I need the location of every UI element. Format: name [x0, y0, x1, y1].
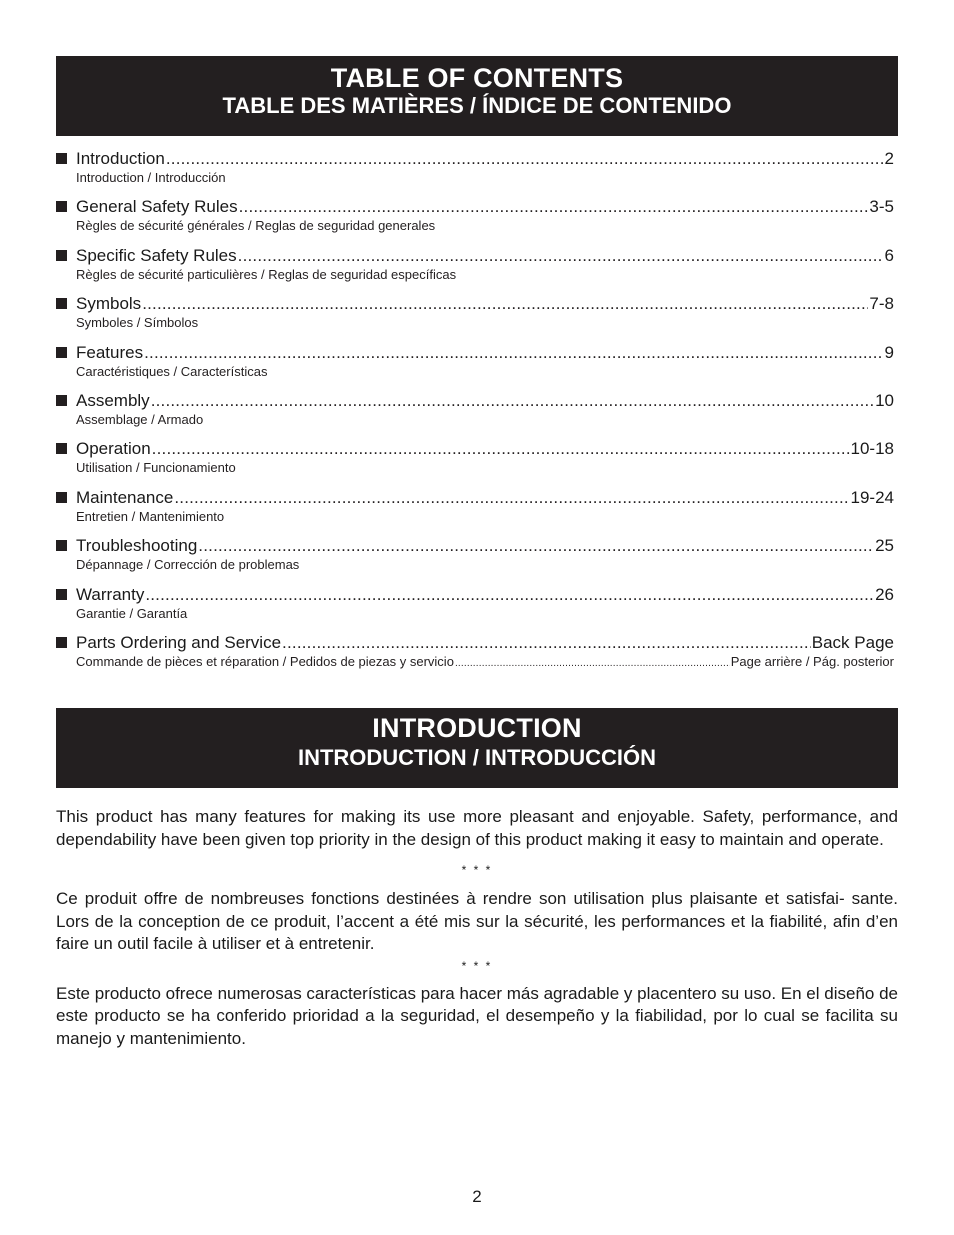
square-bullet-icon: [56, 347, 67, 358]
toc-item-label: Specific Safety Rules: [76, 245, 237, 265]
toc-item-page: 3-5: [869, 197, 894, 217]
toc-item-label: Parts Ordering and Service: [76, 632, 282, 652]
introduction-subtitle: INTRODUCTION / INTRODUCCIÓN: [297, 745, 657, 770]
dot-leader: [282, 632, 811, 654]
toc-item-translation: Dépannage / Corrección de problemas: [76, 557, 300, 573]
toc-item-label: Maintenance: [76, 487, 174, 507]
dot-leader: [166, 148, 884, 170]
toc-item-label: Symbols: [76, 294, 142, 314]
toc-item-translation: Assemblage / Armado: [76, 411, 204, 427]
toc-item-label: General Safety Rules: [76, 197, 238, 217]
toc-item-page: 10: [875, 390, 894, 410]
dot-leader: [239, 196, 869, 218]
toc-item-page: 6: [884, 245, 894, 265]
toc-item-translation: Caractéristiques / Características: [76, 363, 268, 379]
toc-item-page: 26: [875, 584, 894, 604]
section-separator: * * *: [461, 958, 493, 973]
toc-header-banner: [56, 56, 898, 136]
toc-item-introduction[interactable]: [56, 148, 894, 196]
dot-leader: [151, 390, 874, 412]
toc-item-page: 25: [875, 536, 894, 556]
square-bullet-icon: [56, 153, 67, 164]
toc-item-translation: Commande de pièces et réparation / Pedidos de piezas y servicio: [76, 653, 454, 669]
dot-leader: [455, 656, 730, 672]
toc-item-maintenance[interactable]: [56, 487, 894, 535]
toc-item-features[interactable]: [56, 342, 894, 390]
dot-leader: [145, 584, 874, 606]
square-bullet-icon: [56, 298, 67, 309]
intro-paragraph-english: This product has many features for making its use more pleasant and enjoyable. Safety, performance, and dependability have been given top priority in the design of this product making it easy to maintain and operate.: [56, 807, 898, 849]
toc-subtitle: TABLE DES MATIÈRES / ÍNDICE DE CONTENIDO: [222, 93, 732, 118]
introduction-title: INTRODUCTION: [372, 713, 582, 743]
table-of-contents: [56, 148, 894, 680]
toc-item-page: 10-18: [850, 439, 894, 459]
introduction-header-banner: [56, 708, 898, 788]
dot-leader: [152, 438, 850, 460]
toc-item-page: 7-8: [869, 294, 894, 314]
dot-leader: [144, 342, 883, 364]
toc-item-assembly[interactable]: [56, 390, 894, 438]
toc-item-label: Warranty: [76, 584, 145, 604]
intro-paragraph-french: Ce produit offre de nombreuses fonctions destinées à rendre son utilisation plus plaisante et satisfai- sante. Lors de la conception de ce produit, l’accent a été mis sur la sécurité, les performances et la fiabilité, afin d’en faire un outil facile à utiliser et à entretenir.: [56, 889, 898, 953]
dot-leader: [142, 293, 868, 315]
toc-item-translation: Introduction / Introducción: [76, 170, 226, 185]
square-bullet-icon: [56, 637, 67, 648]
toc-item-troubleshooting[interactable]: [56, 535, 894, 583]
square-bullet-icon: [56, 540, 67, 551]
toc-item-specific-safety-rules[interactable]: [56, 245, 894, 293]
toc-item-translation: Garantie / Garantía: [76, 605, 188, 621]
toc-item-page: Back Page: [811, 632, 894, 652]
toc-title: TABLE OF CONTENTS: [330, 63, 624, 93]
intro-paragraph-spanish: Este producto ofrece numerosas características para hacer más agradable y placentero su uso. En el diseño de este producto se ha conferido prioridad a la seguridad, el desempeño y la fiabilidad, por lo cual se facilita su manejo y mantenimiento.: [56, 983, 898, 1048]
toc-item-label: Troubleshooting: [76, 536, 198, 556]
dot-leader: [198, 535, 874, 557]
section-separator: * * *: [461, 863, 493, 877]
square-bullet-icon: [56, 492, 67, 503]
toc-item-translation: Entretien / Mantenimiento: [76, 508, 225, 524]
square-bullet-icon: [56, 589, 67, 600]
introduction-body: [56, 806, 898, 1050]
toc-item-page: 2: [884, 149, 894, 168]
square-bullet-icon: [56, 201, 67, 212]
toc-item-general-safety-rules[interactable]: [56, 196, 894, 244]
toc-item-label: Assembly: [76, 390, 150, 410]
toc-item-warranty[interactable]: [56, 584, 894, 632]
toc-item-translation-row: [76, 654, 894, 672]
toc-item-translation-page: Page arrière / Pág. posterior: [730, 653, 894, 669]
toc-item-page: 19-24: [850, 487, 894, 507]
toc-item-label: Operation: [76, 439, 151, 459]
dot-leader: [174, 487, 849, 509]
square-bullet-icon: [56, 395, 67, 406]
toc-item-page: 9: [884, 342, 894, 362]
toc-item-label: Features: [76, 342, 144, 362]
toc-item-parts-ordering[interactable]: [56, 632, 894, 680]
toc-item-operation[interactable]: [56, 438, 894, 486]
toc-item-translation: Règles de sécurité particulières / Reglas de seguridad específicas: [76, 266, 457, 282]
page-number: 2: [472, 1187, 482, 1206]
square-bullet-icon: [56, 250, 67, 261]
toc-item-translation: Utilisation / Funcionamiento: [76, 460, 236, 476]
toc-item-translation: Symboles / Símbolos: [76, 315, 199, 331]
dot-leader: [238, 245, 884, 267]
square-bullet-icon: [56, 443, 67, 454]
toc-item-translation: Règles de sécurité générales / Reglas de seguridad generales: [76, 218, 436, 234]
toc-item-label: Introduction: [76, 149, 165, 168]
toc-item-symbols[interactable]: [56, 293, 894, 341]
